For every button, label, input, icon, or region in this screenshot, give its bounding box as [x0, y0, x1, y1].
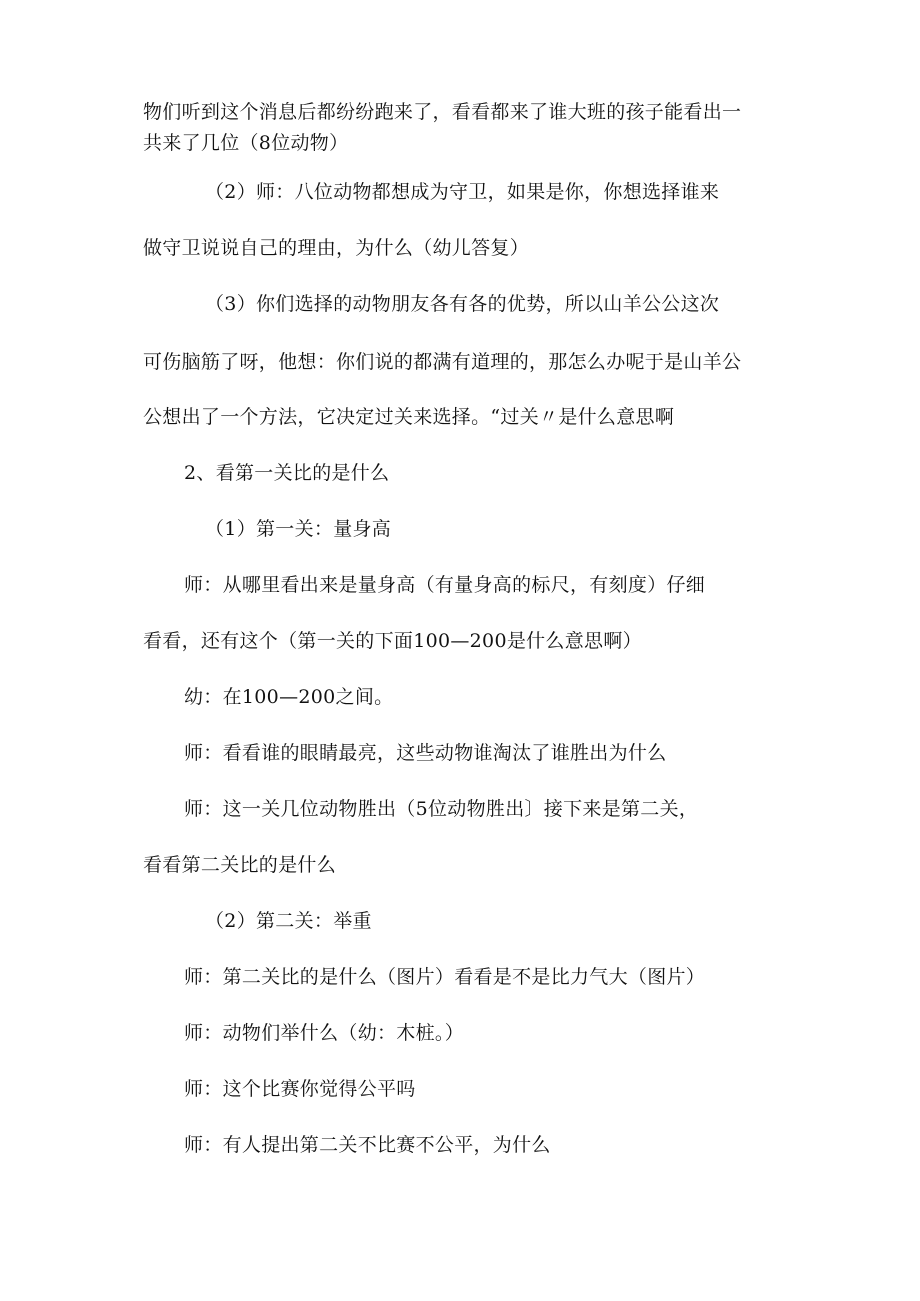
text-line: 师：有人提出第二关不比赛不公平，为什么	[184, 1134, 551, 1156]
text-line: 可伤脑筋了呀，他想：你们说的都满有道理的，那怎么办呢于是山羊公	[143, 351, 742, 373]
text-line: （2）师：八位动物都想成为守卫，如果是你，你想选择谁来	[205, 181, 720, 203]
text-line: 师：动物们举什么（幼：木桩。）	[184, 1022, 465, 1044]
text-line: 做守卫说说自己的理由，为什么（幼儿答复）	[143, 237, 530, 259]
text-line: （3）你们选择的动物朋友各有各的优势，所以山羊公公这次	[205, 293, 720, 315]
text-line: 看看，还有这个（第一关的下面100—200是什么意思啊）	[143, 630, 642, 652]
text-line: 师：这一关几位动物胜出（5位动物胜出〕接下来是第二关，	[184, 798, 699, 820]
text-line: （2）第二关：举重	[205, 910, 372, 932]
text-line: 看看第二关比的是什么	[143, 854, 337, 876]
text-line: 师：从哪里看出来是量身高（有量身高的标尺，有刻度）仔细	[184, 574, 706, 596]
text-line: （1）第一关：量身高	[205, 518, 392, 540]
text-line: 共来了几位（8位动物）	[143, 132, 349, 154]
text-line: 2、看第一关比的是什么	[184, 462, 390, 484]
text-line: 师：看看谁的眼睛最亮，这些动物谁淘汰了谁胜出为什么	[184, 742, 667, 764]
text-line: 幼：在100—200之间。	[184, 686, 394, 708]
text-line: 公想出了一个方法，它决定过关来选择。“过关〃是什么意思啊	[143, 406, 675, 428]
text-line: 物们听到这个消息后都纷纷跑来了，看看都来了谁大班的孩子能看出一	[143, 101, 742, 123]
text-line: 师：这个比赛你觉得公平吗	[184, 1078, 416, 1100]
text-line: 师：第二关比的是什么（图片）看看是不是比力气大（图片）	[184, 966, 706, 988]
